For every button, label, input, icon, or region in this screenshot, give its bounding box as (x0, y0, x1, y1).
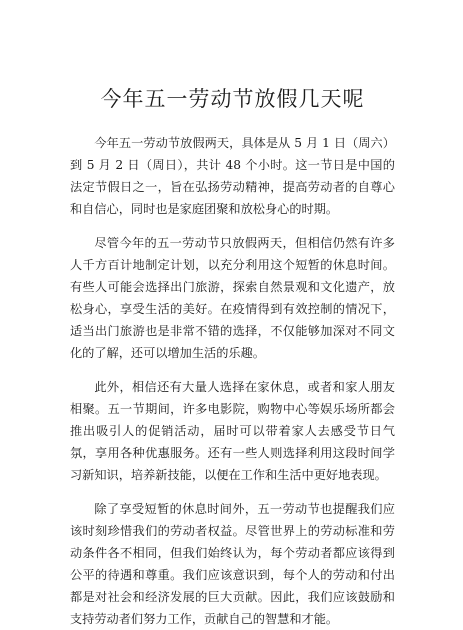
paragraph-1: 今年五一劳动节放假两天，具体是从 5 月 1 日（周六）到 5 月 2 日（周日），共计 48 个小时。这一节日是中国的法定节假日之一，旨在弘扬劳动精神，提高劳动者的自尊心和自信心，同时也是家庭团聚和放松身心的时期。 (70, 136, 395, 216)
paragraph-3: 此外，相信还有大量人选择在家休息，或者和家人朋友相聚。五一节期间，许多电影院，购物中心等娱乐场所都会推出吸引人的促销活动，届时可以带着家人去感受节日气氛，享用各种优惠服务。还有一些人则选择利用这段时间学习新知识，培养新技能，以便在工作和生活中更好地表现。 (70, 380, 395, 482)
document-title: 今年五一劳动节放假几天呢 (100, 87, 365, 111)
paragraph-4: 除了享受短暂的休息时间外，五一劳动节也提醒我们应该时刻珍惜我们的劳动者权益。尽管世界上的劳动标准和劳动条件各不相同，但我们始终认为，每个劳动者都应该得到公平的待遇和尊重。我们应该意识到，每个人的劳动和付出都是对社会和经济发展的巨大贡献。因此，我们应该鼓励和支持劳动者们努力工作，贡献自己的智慧和才能。 (70, 502, 395, 626)
paragraph-2: 尽管今年的五一劳动节只放假两天，但相信仍然有许多人千方百计地制定计划，以充分利用这个短暂的休息时间。有些人可能会选择出门旅游，探索自然景观和文化遗产，放松身心，享受生活的美好。在疫情得到有效控制的情况下，适当出门旅游也是非常不错的选择，不仅能够加深对不同文化的了解，还可以增加生活的乐趣。 (70, 236, 395, 360)
